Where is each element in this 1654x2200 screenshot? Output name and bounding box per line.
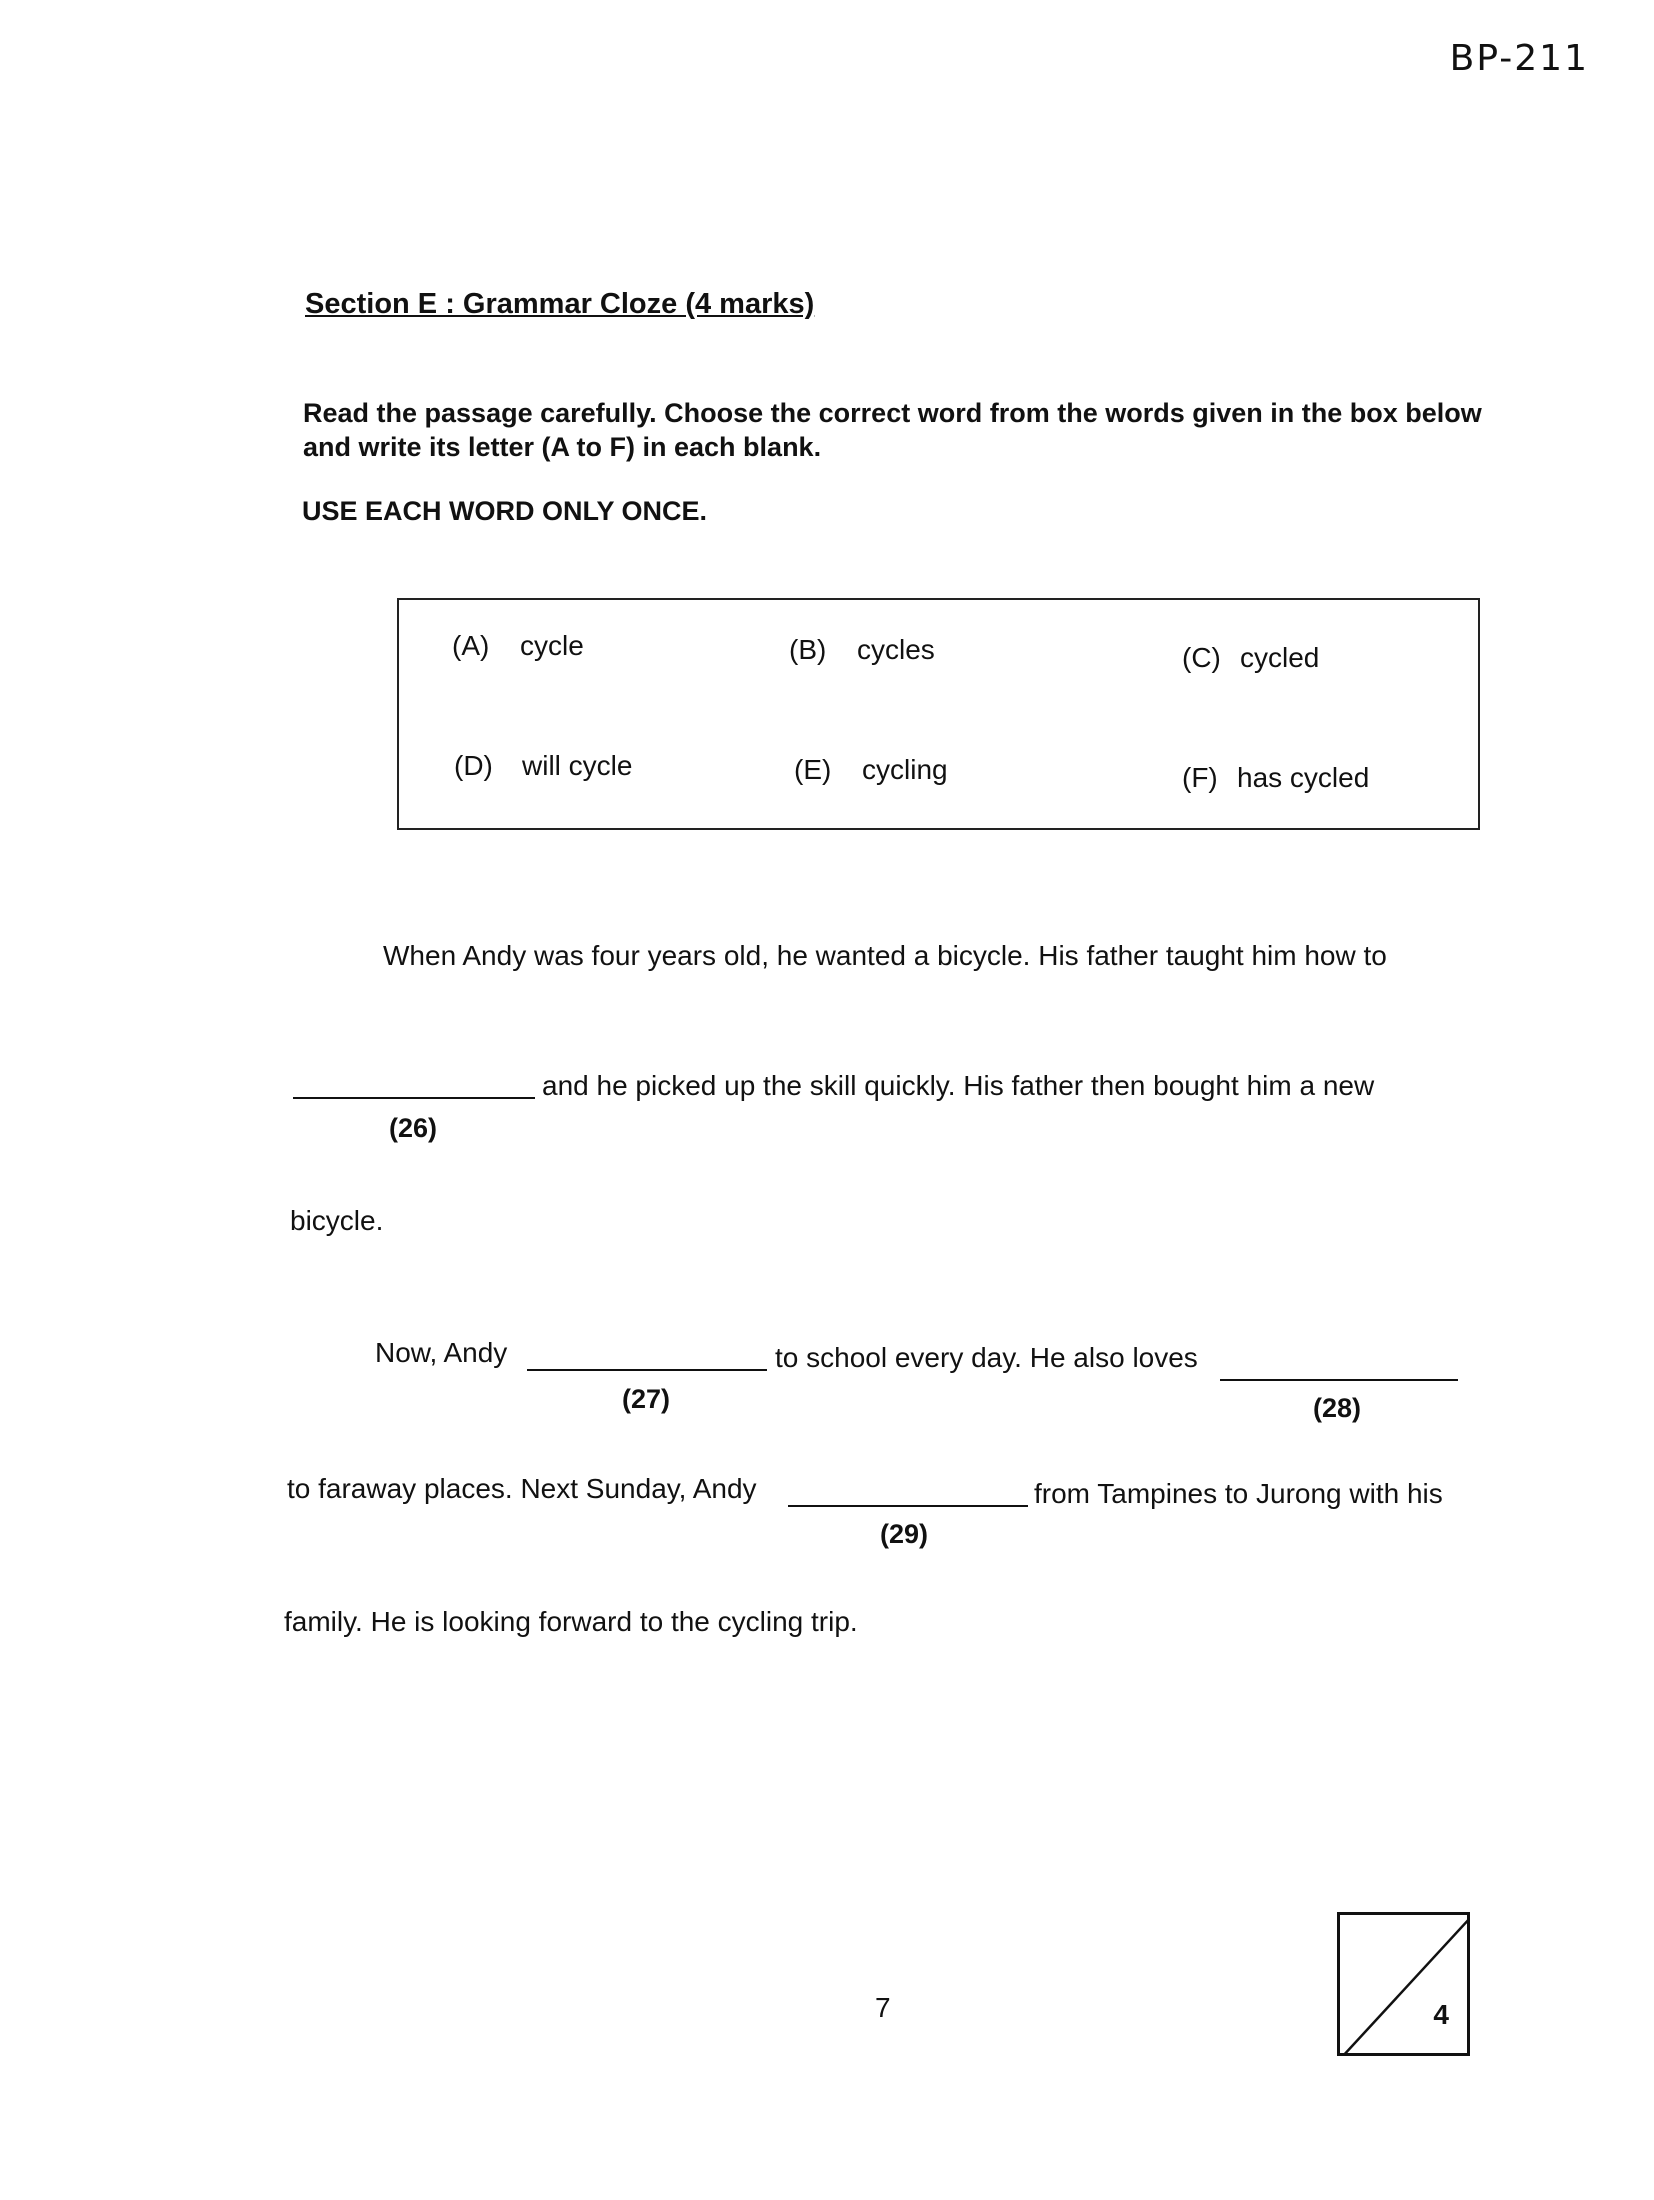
score-total: 4 — [1433, 1999, 1449, 2030]
option-f — [1182, 762, 1369, 794]
passage-line-3: bicycle. — [290, 1205, 384, 1236]
passage-line-2: and he picked up the skill quickly. His father then bought him a new — [542, 1070, 1375, 1101]
option-word: cycle — [520, 630, 584, 661]
passage-line-5-start: to faraway places. Next Sunday, Andy — [287, 1473, 757, 1504]
blank-number-26: (26) — [389, 1113, 438, 1143]
page-number: 7 — [875, 1992, 891, 2023]
option-d — [454, 750, 632, 782]
score-box — [1337, 1912, 1470, 2056]
answer-blank-27[interactable] — [527, 1369, 767, 1371]
passage-line-1: When Andy was four years old, he wanted a bicycle. His father taught him how to — [383, 940, 1387, 971]
option-letter: (C) — [1182, 642, 1221, 673]
passage-line-5-end: from Tampines to Jurong with his — [1034, 1478, 1443, 1509]
passage-line-6: family. He is looking forward to the cycling trip. — [284, 1606, 858, 1637]
option-letter: (B) — [789, 634, 827, 665]
answer-blank-29[interactable] — [788, 1505, 1028, 1507]
option-word: cycled — [1240, 642, 1320, 673]
instructions-caps: USE EACH WORD ONLY ONCE. — [302, 496, 708, 526]
option-a — [452, 630, 584, 662]
answer-blank-26[interactable] — [293, 1097, 535, 1099]
answer-blank-28[interactable] — [1220, 1379, 1458, 1381]
option-b — [789, 634, 935, 666]
option-letter: (D) — [454, 750, 493, 781]
passage-line-4-middle: to school every day. He also loves — [775, 1342, 1198, 1373]
blank-number-27: (27) — [622, 1384, 671, 1414]
option-c — [1182, 642, 1319, 674]
option-letter: (E) — [794, 754, 832, 785]
blank-number-28: (28) — [1313, 1393, 1362, 1423]
section-title: Section E : Grammar Cloze (4 marks) — [305, 288, 815, 320]
word-box — [397, 598, 1480, 830]
option-e — [794, 754, 948, 786]
option-word: has cycled — [1237, 762, 1370, 793]
option-word: will cycle — [522, 750, 633, 781]
option-word: cycles — [857, 634, 935, 665]
passage-line-4-start: Now, Andy — [375, 1337, 508, 1368]
score-divider — [1340, 1915, 1470, 2056]
option-word: cycling — [862, 754, 948, 785]
blank-number-29: (29) — [880, 1519, 929, 1549]
instructions: Read the passage carefully. Choose the correct word from the words given in the box below and write its letter (A to F) in each blank. — [303, 398, 1482, 462]
option-letter: (A) — [452, 630, 490, 661]
option-letter: (F) — [1182, 762, 1218, 793]
document-code: BP-211 — [1449, 38, 1589, 79]
